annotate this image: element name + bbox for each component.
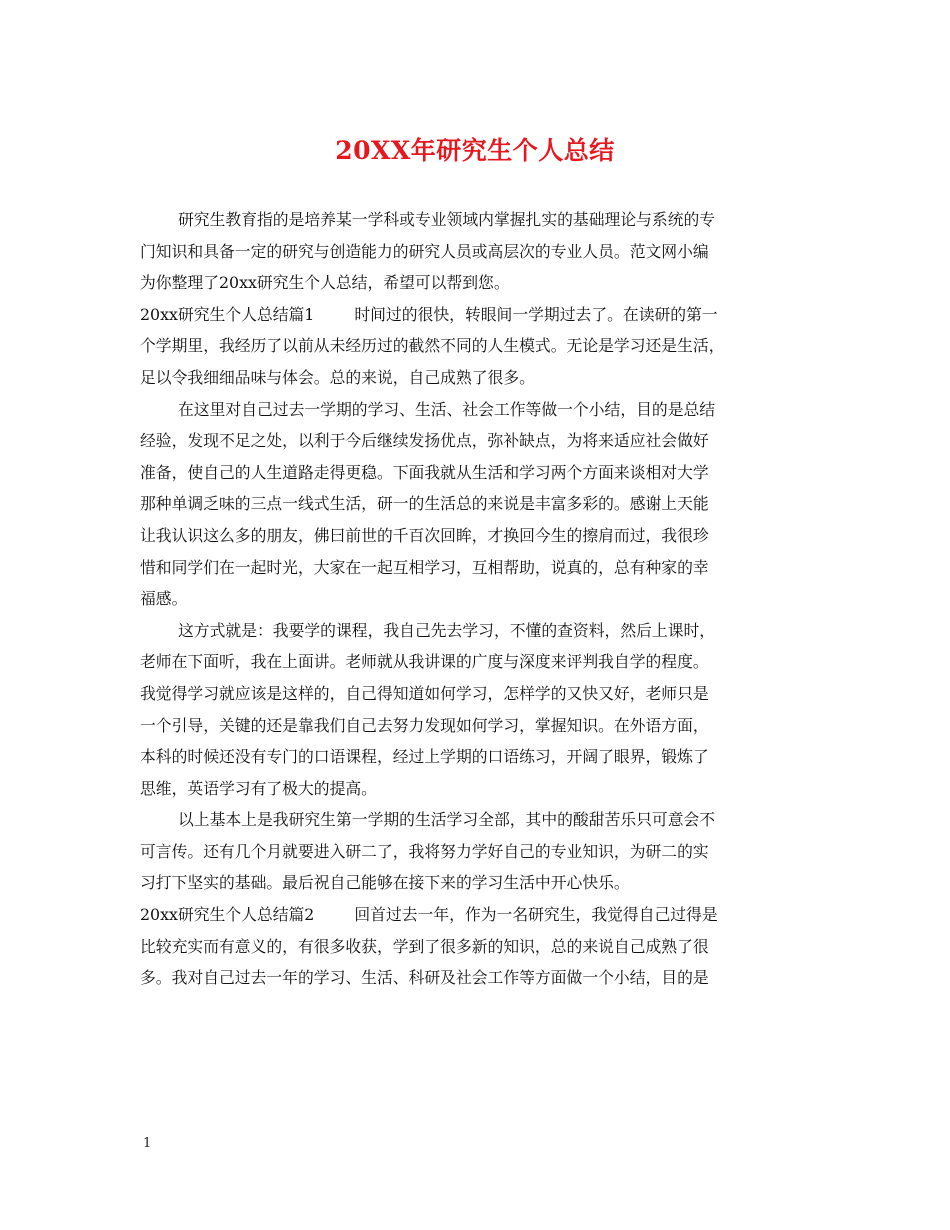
section-2-line: 多。我对自己过去一年的学习、生活、科研及社会工作等方面做一个小结，目的是 <box>140 968 709 988</box>
section-2-heading: 20xx研究生个人总结篇2 <box>140 905 315 925</box>
section-1-text: 时间过的很快，转眼间一学期过去了。在读研的第一 <box>354 304 718 324</box>
paragraph-3-line: 我觉得学习就应该是这样的，自己得知道如何学习，怎样学的又快又好，老师只是 <box>140 683 709 703</box>
paragraph-3-line: 一个引导，关键的还是靠我们自己去努力发现如何学习，掌握知识。在外语方面， <box>140 715 709 735</box>
intro-line: 研究生教育指的是培养某一学科或专业领域内掌握扎实的基础理论与系统的专 <box>178 210 716 229</box>
paragraph-3-line: 本科的时候还没有专门的口语课程，经过上学期的口语练习，开阔了眼界，锻炼了 <box>140 747 709 767</box>
intro-line: 门知识和具备一定的研究与创造能力的研究人员或高层次的专业人员。范文网小编 <box>140 241 709 261</box>
paragraph-3-line: 老师在下面听，我在上面讲。老师就从我讲课的广度与深度来评判我自学的程度。 <box>140 652 709 672</box>
section-2-line: 比较充实而有意义的，有很多收获，学到了很多新的知识，总的来说自己成熟了很 <box>140 936 709 956</box>
section-2-text: 回首过去一年，作为一名研究生，我觉得自己过得是 <box>354 905 718 925</box>
paragraph-3-line: 思维，英语学习有了极大的提高。 <box>140 778 377 798</box>
paragraph-2-line: 惜和同学们在一起时光，大家在一起互相学习，互相帮助，说真的，总有种家的幸 <box>140 557 709 577</box>
section-1-line: 个学期里，我经历了以前从未经历过的截然不同的人生模式。无论是学习还是生活， <box>140 336 725 356</box>
page-number: 1 <box>143 1136 152 1151</box>
document-body <box>140 204 824 994</box>
paragraph-4-line: 习打下坚实的基础。最后祝自己能够在接下来的学习生活中开心快乐。 <box>140 873 630 893</box>
section-1-line: 足以令我细细品味与体会。总的来说，自己成熟了很多。 <box>140 367 535 387</box>
paragraph-2-line: 经验，发现不足之处，以利于今后继续发扬优点，弥补缺点，为将来适应社会做好 <box>140 431 709 451</box>
paragraph-4-line: 以上基本上是我研究生第一学期的生活学习全部，其中的酸甜苦乐只可意会不 <box>178 810 716 830</box>
document-title: 20XX年研究生个人总结 <box>335 136 615 165</box>
paragraph-4-line: 可言传。还有几个月就要进入研二了，我将努力学好自己的专业知识，为研二的实 <box>140 841 709 861</box>
section-2-line <box>140 899 824 931</box>
paragraph-2-line: 福感。 <box>140 589 188 609</box>
section-1-heading: 20xx研究生个人总结篇1 <box>140 304 315 324</box>
section-1-line <box>140 299 824 331</box>
intro-line: 为你整理了20xx研究生个人总结，希望可以帮到您。 <box>140 273 510 293</box>
paragraph-2-line: 那种单调乏味的三点一线式生活，研一的生活总的来说是丰富多彩的。感谢上天能 <box>140 494 709 514</box>
paragraph-2-line: 准备，使自己的人生道路走得更稳。下面我就从生活和学习两个方面来谈相对大学 <box>140 462 709 482</box>
paragraph-2-line: 让我认识这么多的朋友，佛曰前世的千百次回眸，才换回今生的擦肩而过，我很珍 <box>140 525 709 545</box>
paragraph-3-line: 这方式就是：我要学的课程，我自己先去学习，不懂的查资料，然后上课时， <box>178 620 716 640</box>
paragraph-2-line: 在这里对自己过去一学期的学习、生活、社会工作等做一个小结，目的是总结 <box>178 399 716 419</box>
